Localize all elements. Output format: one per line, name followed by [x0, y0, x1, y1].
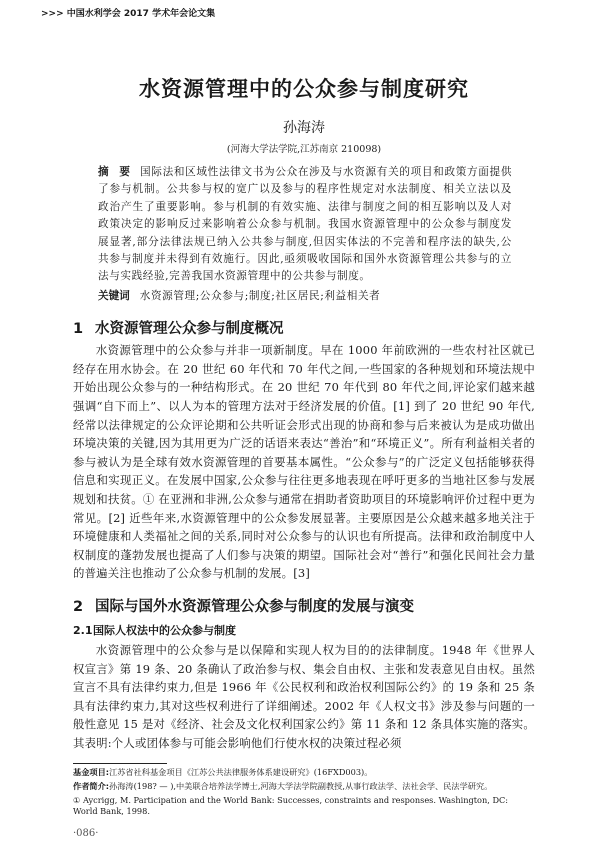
affiliation: (河海大学法学院,江苏南京 210098)	[226, 144, 382, 155]
footnote-fund	[73, 767, 535, 778]
keywords-label: 关键词	[98, 289, 130, 302]
abstract-text: 国际法和区域性法律文书为公众在涉及与水资源有关的项目和政策方面提供了参与机制。公共参与权的宽广以及参与的程序性规定对水法制度、相关立法以及政治产生了重要影响。参与机制的有效实施、法律与制度之间的相互影响以及人对政策决定的影响反过来影响着公众参与机制。我国水资源管理中的公众参与制度发展显著,部分法律法规已纳入公共参与制度,但因实体法的不完善和程序法的缺失,公共参与制度并未得到有效施行。因此,亟须吸收国际和国外水资源管理公共参与的立法与实践经验,完善我国水资源管理中的公共参与制度。	[98, 166, 513, 283]
author: 孙海涛	[283, 120, 325, 136]
bio-text: 孙海涛(198? — ),中美联合培养法学博士,河海大学法学院副教授,从事行政法学、法社会学、民法学研究。	[109, 780, 493, 791]
footnote-divider	[73, 763, 167, 764]
section-title: 水资源管理公众参与制度概况	[95, 321, 284, 338]
section-1-paragraph: 水资源管理中的公众参与并非一项新制度。早在 1000 年前欧洲的一些农村社区就已经存在用水协会。在 20 世纪 60 年代和 70 年代之间,一些国家的各种规划和环境法规中开始出现公众参与的一种结构形式。在 20 世纪 70 年代到 80 年代之间,评论家们越来越强调“自下而上”、以人为本的管理方法对于经济发展的价值。[1] 到了 20 世纪 90 年代,经常以法律规定的公众评论期和公共听证会形式出现的协商和参与后来被认为是成功做出环境决策的关键,因为其用更为广泛的话语来表达“善治”和“环境正义”。所有利益相关者的参与被认为是全球有效水资源管理的首要基本属性。“公众参与”的广泛定义包括能够获得信息和实现正义。在发展中国家,公众参与往往更多地表现在呼吁更多的当地社区参与发展规划和扶贫。① 在亚洲和非洲,公众参与通常在捐助者资助项目的环境影响评价过程中更为常见。[2] 近些年来,水资源管理中的公众参发展显著。主要原因是公众越来越多地关注于环境健康和人类福祉之间的关系,同时对公众参与的认识也有所提高。法律和政治制度中人权制度的蓬勃发展也提高了人们参与决策的期望。国际社会对“善行”和强化民间社会力量的普遍关注也推动了公众参与机制的发展。[3]	[73, 343, 535, 581]
section-heading-1	[73, 319, 535, 339]
bio-label: 作者简介:	[73, 780, 110, 791]
keywords-text: 水资源管理;公众参与;制度;社区居民;利益相关者	[139, 289, 381, 302]
section-2-1-paragraph: 水资源管理中的公众参与是以保障和实现人权为目的的法律制度。1948 年《世界人权宣言》第 19 条、20 条确认了政治参与权、集会自由权、主张和发表意见自由权。虽然宣言不具有法律约束力,但是 1966 年《公民权利和政治权利国际公约》的 19 条和 25 条具有法律约束力,其对这些权利进行了详细阐述。2002 年《人权文书》涉及参与问题的一般性意见 15 是对《经济、社会及文化权利国家公约》第 11 条和 12 条具体实施的落实。其表明:个人或团体参与可能会影响他们行使水权的决策过程必须	[73, 642, 535, 750]
keywords	[98, 288, 512, 305]
section-title: 国际与国外水资源管理公众参与制度的发展与演变	[95, 598, 414, 615]
paper-title: 水资源管理中的公众参与制度研究	[139, 76, 469, 101]
abstract	[98, 164, 512, 286]
subsection-number: 2.1	[73, 623, 93, 637]
ref-mark: ①	[73, 794, 81, 805]
subsection-heading-2-1	[73, 623, 535, 639]
footnote-reference	[73, 795, 535, 817]
section-number: 1	[73, 321, 84, 338]
subsection-title: 国际人权法中的公众参与制度	[93, 623, 236, 637]
page-number: ·086·	[73, 827, 99, 839]
fund-label: 基金项目:	[73, 766, 110, 777]
fund-text: 江苏省社科基金项目《江苏公共法律服务体系建设研究》(16FXD003)。	[109, 766, 373, 777]
running-header: >>> 中国水利学会 2017 学术年会论文集	[41, 9, 216, 19]
abstract-label: 摘 要	[98, 166, 131, 178]
section-heading-2	[73, 597, 535, 617]
footnote-bio	[73, 781, 535, 792]
ref-text: Aycrigg, M. Participation and the World Bank: Successes, constraints and responses. Washington, DC: World Bank, 1998.	[73, 794, 509, 816]
section-number: 2	[73, 598, 84, 615]
